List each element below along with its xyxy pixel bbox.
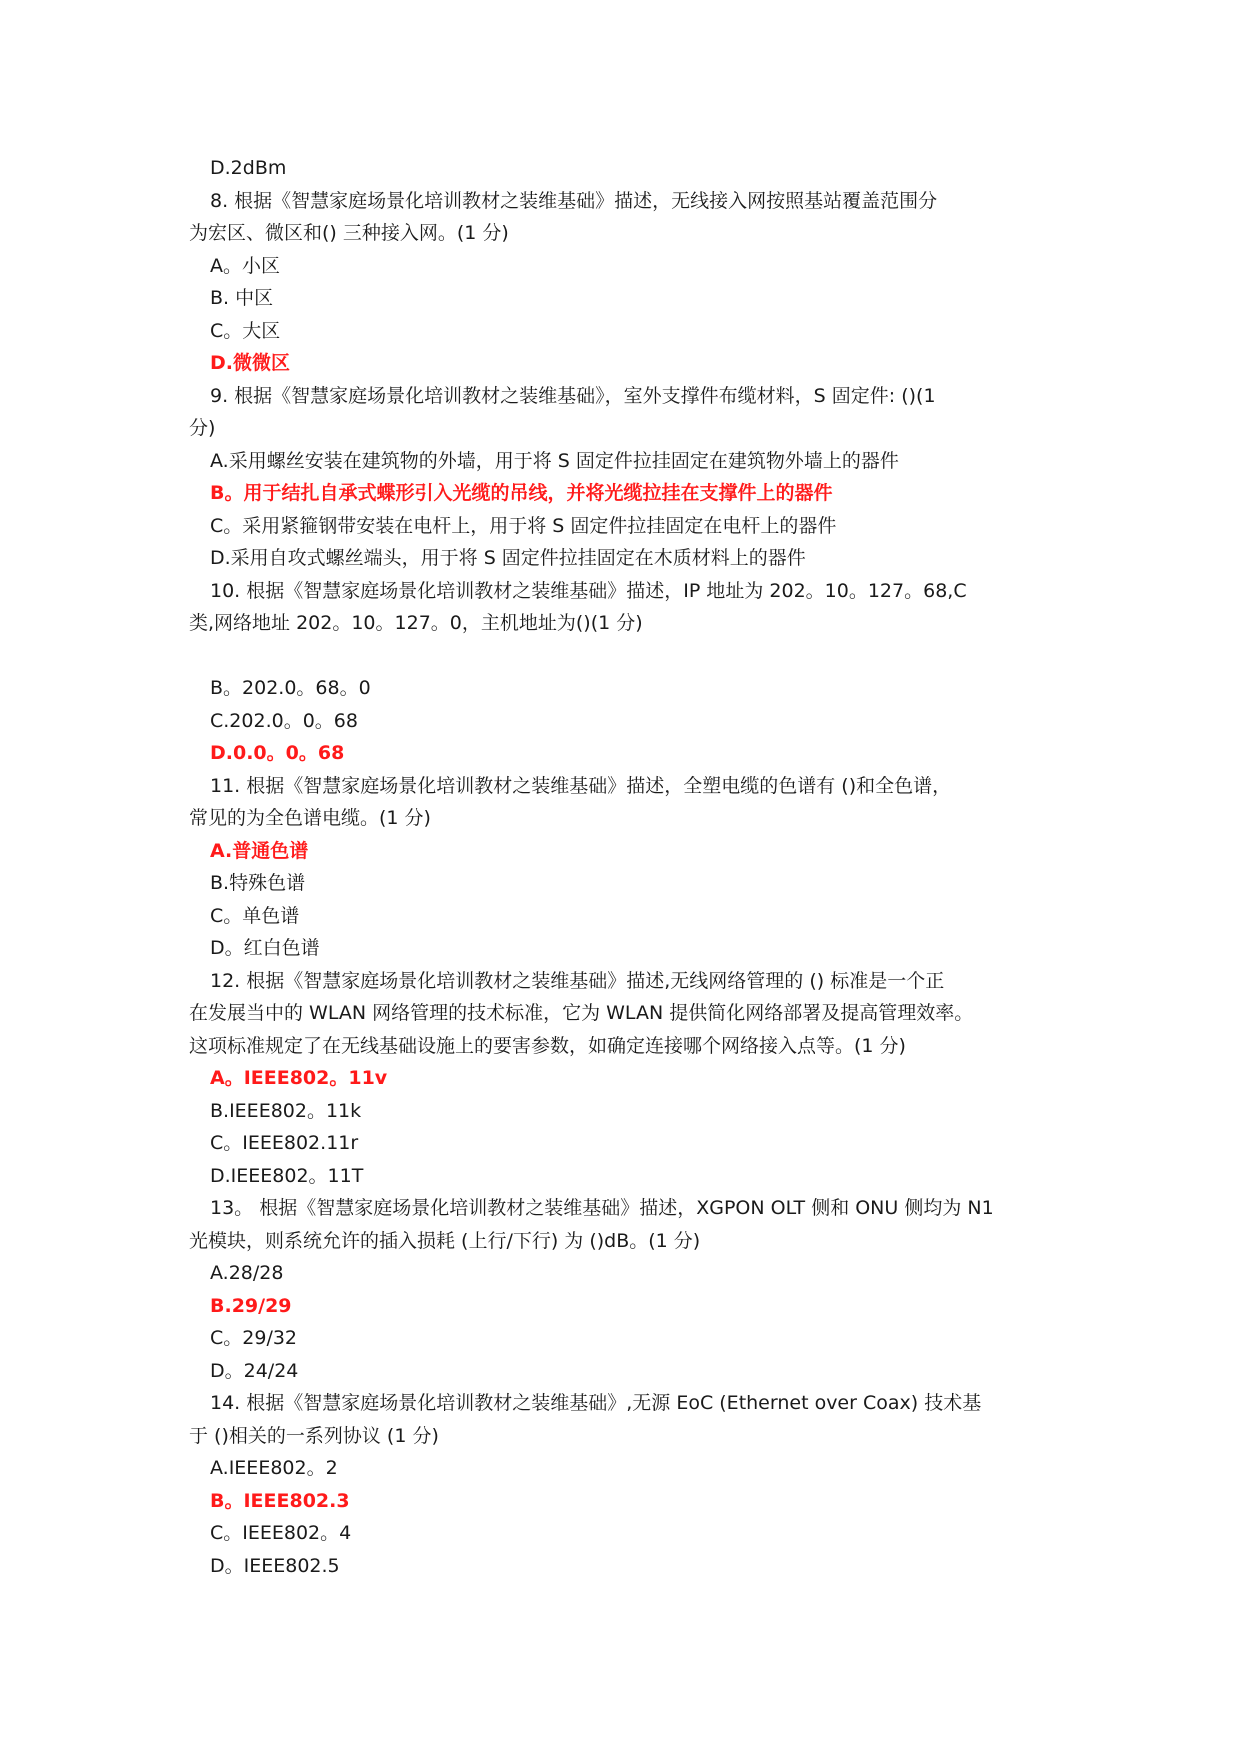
- question-text: 8. 根据《智慧家庭场景化培训教材之装维基础》描述，无线接入网按照基站覆盖范围分: [210, 189, 938, 212]
- answer-option: A。小区: [210, 254, 280, 277]
- answer-option: C。采用紧箍钢带安装在电杆上，用于将 S 固定件拉挂固定在电杆上的器件: [210, 514, 837, 537]
- answer-option: A.28/28: [210, 1262, 284, 1284]
- answer-option: C。29/32: [210, 1327, 298, 1349]
- question-text-continued: 于 ()相关的一系列协议 (1 分): [189, 1424, 439, 1447]
- question-text-continued: 光模块，则系统允许的插入损耗 (上行/下行) 为 ()dB。(1 分): [189, 1229, 701, 1252]
- question-text: 11. 根据《智慧家庭场景化培训教材之装维基础》描述，全塑电缆的色谱有 ()和全色谱，: [210, 774, 952, 797]
- answer-option: D。24/24: [210, 1359, 299, 1382]
- answer-option-correct: A。IEEE802。11v: [210, 1067, 388, 1089]
- answer-option: D.2dBm: [210, 157, 287, 179]
- answer-option-correct: B。IEEE802.3: [210, 1489, 350, 1512]
- answer-option-correct: D.微微区: [210, 352, 290, 374]
- answer-option: D.采用自攻式螺丝端头，用于将 S 固定件拉挂固定在木质材料上的器件: [210, 547, 806, 569]
- answer-option: C。大区: [210, 319, 281, 342]
- answer-option: B.IEEE802。11k: [210, 1099, 362, 1122]
- question-text-continued: 这项标准规定了在无线基础设施上的要害参数，如确定连接哪个网络接入点等。(1 分): [189, 1034, 906, 1057]
- answer-option: D.IEEE802。11T: [210, 1164, 364, 1187]
- answer-option-correct: B。用于结扎自承式蝶形引入光缆的吊线，并将光缆拉挂在支撑件上的器件: [210, 482, 833, 504]
- question-text-continued: 类,网络地址 202。10。127。0，主机地址为()(1 分): [189, 612, 643, 634]
- answer-option: C。IEEE802.11r: [210, 1132, 359, 1154]
- answer-option-correct: B.29/29: [210, 1294, 292, 1317]
- question-text: 13。 根据《智慧家庭场景化培训教材之装维基础》描述，XGPON OLT 侧和 ONU 侧均为 N1: [210, 1197, 994, 1219]
- question-text: 9. 根据《智慧家庭场景化培训教材之装维基础》，室外支撑件布缆材料，S 固定件: ()(1: [210, 384, 936, 407]
- question-text-continued: 在发展当中的 WLAN 网络管理的技术标准，它为 WLAN 提供简化网络部署及提高管理效率。: [189, 1002, 974, 1024]
- answer-option: C.202.0。0。68: [210, 709, 358, 732]
- question-text-continued: 为宏区、微区和() 三种接入网。(1 分): [189, 222, 509, 244]
- answer-option: B.特殊色谱: [210, 872, 306, 894]
- answer-option: D。红白色谱: [210, 937, 320, 959]
- question-text-continued: 常见的为全色谱电缆。(1 分): [189, 807, 431, 829]
- answer-option: B。202.0。68。0: [210, 677, 371, 699]
- answer-option: B. 中区: [210, 287, 274, 309]
- question-text: 12. 根据《智慧家庭场景化培训教材之装维基础》描述,无线网络管理的 () 标准是一个正: [210, 969, 945, 992]
- answer-option: A.IEEE802。2: [210, 1457, 338, 1479]
- answer-option: D。IEEE802.5: [210, 1554, 340, 1577]
- question-list: [189, 152, 1059, 1582]
- question-text: 10. 根据《智慧家庭场景化培训教材之装维基础》描述，IP 地址为 202。10。127。68,C: [210, 579, 967, 602]
- answer-option: C。IEEE802。4: [210, 1522, 352, 1544]
- blank-line: [189, 640, 1059, 673]
- answer-option-correct: D.0.0。0。68: [210, 742, 345, 764]
- answer-option: C。单色谱: [210, 904, 300, 927]
- question-text: 14. 根据《智慧家庭场景化培训教材之装维基础》,无源 EoC (Ethernet over Coax) 技术基: [210, 1392, 982, 1414]
- answer-option: A.采用螺丝安装在建筑物的外墙，用于将 S 固定件拉挂固定在建筑物外墙上的器件: [210, 449, 899, 472]
- answer-option-correct: A.普通色谱: [210, 839, 309, 862]
- question-text-continued: 分): [189, 417, 216, 439]
